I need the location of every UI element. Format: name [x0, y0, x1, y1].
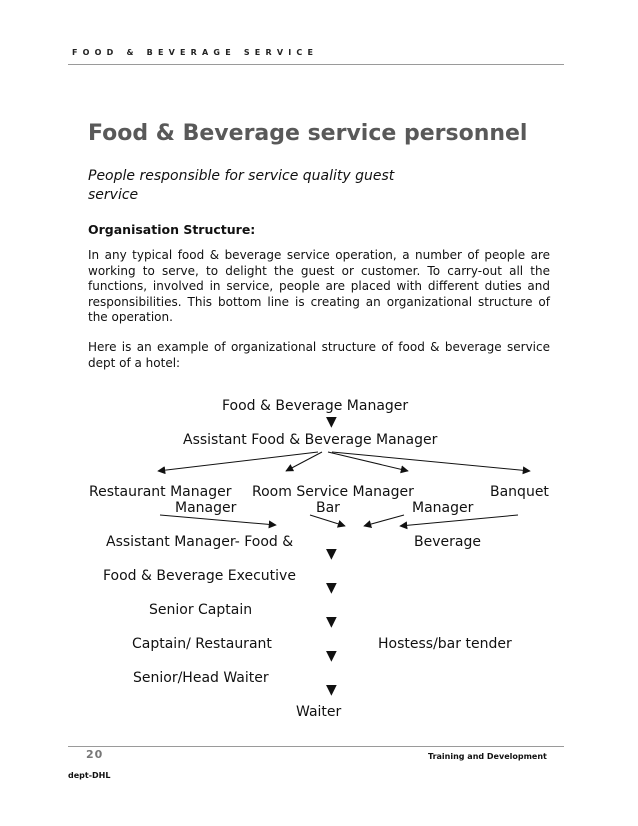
down-arrow-icon: ▼ — [326, 614, 337, 630]
connector-to-bar — [328, 452, 408, 471]
footer-rule — [68, 746, 564, 747]
connector-to-banquet — [332, 452, 530, 471]
down-arrow-icon: ▼ — [326, 580, 337, 596]
page-number: 20 — [86, 748, 104, 761]
page-title: Food & Beverage service personnel — [88, 121, 528, 146]
down-arrow-icon: ▼ — [326, 682, 337, 698]
org-node-assistant-manager: Assistant Manager- Food & — [106, 534, 294, 550]
footer-training-text: Training and Development — [428, 752, 547, 761]
org-node-senior-head-waiter: Senior/Head Waiter — [133, 670, 269, 686]
org-node-captain-restaurant: Captain/ Restaurant — [132, 636, 272, 652]
down-arrow-icon: ▼ — [326, 414, 337, 430]
page-subtitle: People responsible for service quality guest service — [88, 168, 395, 203]
intro-paragraph: In any typical food & beverage service operation, a number of people are working to serve, to delight the guest or customer. To carry-out all the functions, involved in service, people are placed with different duties and responsibilities. This bottom line is creating an organizational structure of the operation. — [88, 248, 550, 325]
connector-banquet-down — [400, 515, 518, 526]
org-node-fb-executive: Food & Beverage Executive — [103, 568, 296, 584]
connector-to-restaurant — [158, 452, 318, 471]
org-node-manager-right: Manager — [412, 500, 474, 516]
down-arrow-icon: ▼ — [326, 648, 337, 664]
org-node-fb-manager: Food & Beverage Manager — [222, 398, 409, 414]
org-node-senior-captain: Senior Captain — [149, 602, 253, 618]
org-node-beverage: Beverage — [414, 534, 481, 550]
org-node-manager-left: Manager — [175, 500, 237, 516]
example-paragraph: Here is an example of organizational structure of food & beverage service dept of a hotel: — [88, 340, 550, 370]
running-header: FOOD & BEVERAGE SERVICE — [72, 48, 319, 57]
org-node-restaurant-manager: Restaurant Manager — [89, 484, 232, 500]
down-arrow-icon: ▼ — [326, 546, 337, 562]
connector-restaurant-down — [160, 515, 276, 525]
org-node-assistant-fb-manager: Assistant Food & Beverage Manager — [183, 432, 438, 448]
org-node-room-service-manager: Room Service Manager — [252, 484, 414, 500]
footer-dept: dept-DHL — [68, 771, 111, 780]
section-heading: Organisation Structure: — [88, 222, 256, 237]
org-node-bar: Bar — [316, 500, 340, 516]
org-node-waiter: Waiter — [296, 704, 342, 720]
org-node-hostess-bartender: Hostess/bar tender — [378, 636, 512, 652]
connector-bar-down — [310, 515, 345, 526]
connector-manager-right-down — [364, 515, 404, 526]
org-node-banquet: Banquet — [490, 484, 549, 500]
